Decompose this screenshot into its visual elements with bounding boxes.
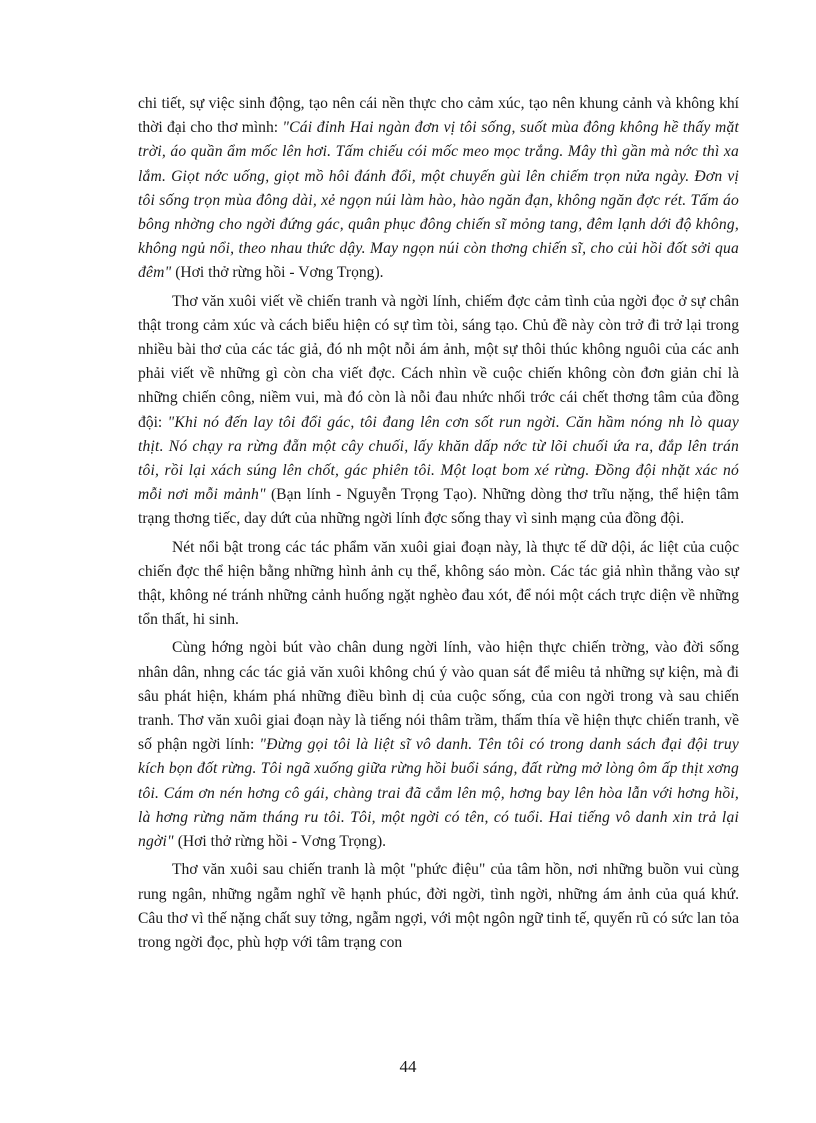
paragraph-1 [138,92,739,286]
paragraph-3 [138,536,739,633]
paragraph-2 [138,290,739,532]
paragraph-1-citation: (Hơi thở rừng hồi - Vơng Trọng). [171,264,384,282]
paragraph-4-text: Cùng hớng ngòi bút vào chân dung ngời lính, vào hiện thực chiến trờng, vào đời sống nhân dân, nhng các tác giả văn xuôi không chú ý vào quan sát để miêu tả những sự kiện, mà đi sâu phát hiện, khám phá những điều bình dị của cuộc sống, của con ngời trong và sau chiến tranh. Thơ văn xuôi giai đoạn này là tiếng nói thâm trầm, thấm thía về hiện thực chiến tranh, về số phận ngời lính: [138,639,739,754]
paragraph-3-text: Nét nổi bật trong các tác phẩm văn xuôi giai đoạn này, là thực tế dữ dội, ác liệt của cuộc chiến đợc thể hiện bằng những hình ảnh cụ thể, không sáo mòn. Các tác giả nhìn thẳng vào sự thật, không né tránh những cảnh huống ngặt nghèo đau xót, để nói một cách trực diện về những tổn thất, hi sinh. [138,538,739,629]
paragraph-5-text: Thơ văn xuôi sau chiến tranh là một "phức điệu" của tâm hồn, nơi những buồn vui cùng rung ngân, những ngẫm nghĩ về hạnh phúc, đời ngời, tình ngời, những ám ảnh của quá khứ. Câu thơ vì thế nặng chất suy tởng, ngẫm ngợi, với một ngôn ngữ tinh tế, quyến rũ có sức lan tỏa trong ngời đọc, phù hợp với tâm trạng con [138,861,739,951]
paragraph-5 [138,858,739,955]
paragraph-1-quote: "Cái đỉnh Hai ngàn đơn vị tôi sống, suốt mùa đông không hề thấy mặt trời, áo quần ẩm mốc lên hơi. Tấm chiếu cói mốc meo mọc trắng. Mây thì gần mà nớc thì xa lắm. Giọt nớc uống, giọt mồ hôi đánh đổi, một chuyến gùi lên chiếm trọn nửa ngày. Đơn vị tôi sống trọn mùa đông dài, xẻ ngọn núi làm hào, hào ngăn đạn, không ngăn đợc rét. Tấm áo bông nhờng cho ngời đứng gác, quân phục đông chiến sĩ mỏng tang, đêm lạnh dới độ không, không ngủ nổi, theo nhau thức dậy. May ngọn núi còn thơng chiến sĩ, cho củi hồi đốt sởi qua đêm" [138,119,740,282]
page-number: 44 [399,1057,417,1076]
document-body [138,92,739,959]
paragraph-2-citation: (Bạn lính - Nguyễn Trọng Tạo). Những dòng thơ trĩu nặng, thể hiện tâm trạng thơng tiếc, day dứt của những ngời lính đợc sống thay vì sinh mạng của đồng đội. [138,486,740,528]
paragraph-2-text: Thơ văn xuôi viết về chiến tranh và ngời lính, chiếm đợc cảm tình của ngời đọc ở sự chân thật trong cảm xúc và cách biểu hiện có sự tìm tòi, sáng tạo. Chủ đề này còn trở đi trở lại trong nhiều bài thơ của các tác giả, đó nh một nỗi ám ảnh, một sự thôi thúc không nguôi của các anh phải viết về những gì còn cha viết đợc. Cách nhìn về cuộc chiến không còn đơn giản chỉ là những chiến công, niềm vui, mà đó còn là nỗi đau nhức nhối trớc cái chết thơng tâm của đồng đội: [138,292,739,431]
paragraph-2-quote: "Khi nó đến lay tôi đổi gác, tôi đang lên cơn sốt run ngời. Căn hầm nóng nh lò quay thịt. Nó chạy ra rừng đẵn một cây chuối, lấy khăn dấp nớc từ lõi chuối ứa ra, đắp lên trán tôi, rồi lại xách súng lên chốt, gác phiên tôi. Một loạt bom xé rừng. Đồng đội nhặt xác nó mỗi nơi mỗi mảnh" [138,413,739,504]
paragraph-4 [138,636,739,854]
paragraph-4-citation: (Hơi thở rừng hồi - Vơng Trọng). [173,833,387,851]
paragraph-4-quote: "Đừng gọi tôi là liệt sĩ vô danh. Tên tôi có trong danh sách đại đội truy kích bọn đốt rừng. Tôi ngã xuống giữa rừng hồi buổi sáng, đất rừng mở lòng ôm ấp thịt xơng tôi. Cám ơn nén hơng cô gái, chàng trai đã cắm lên mộ, hơng bay lên hòa lẫn với hơng hồi, là hơng rừng năm tháng ru tôi. Tôi, một ngời có tên, có tuổi. Hai tiếng vô danh xin trả lại ngời" [138,736,740,851]
paragraph-1-text: chi tiết, sự việc sinh động, tạo nên cái nền thực cho cảm xúc, tạo nên khung cảnh và không khí thời đại cho thơ mình: [138,95,739,137]
